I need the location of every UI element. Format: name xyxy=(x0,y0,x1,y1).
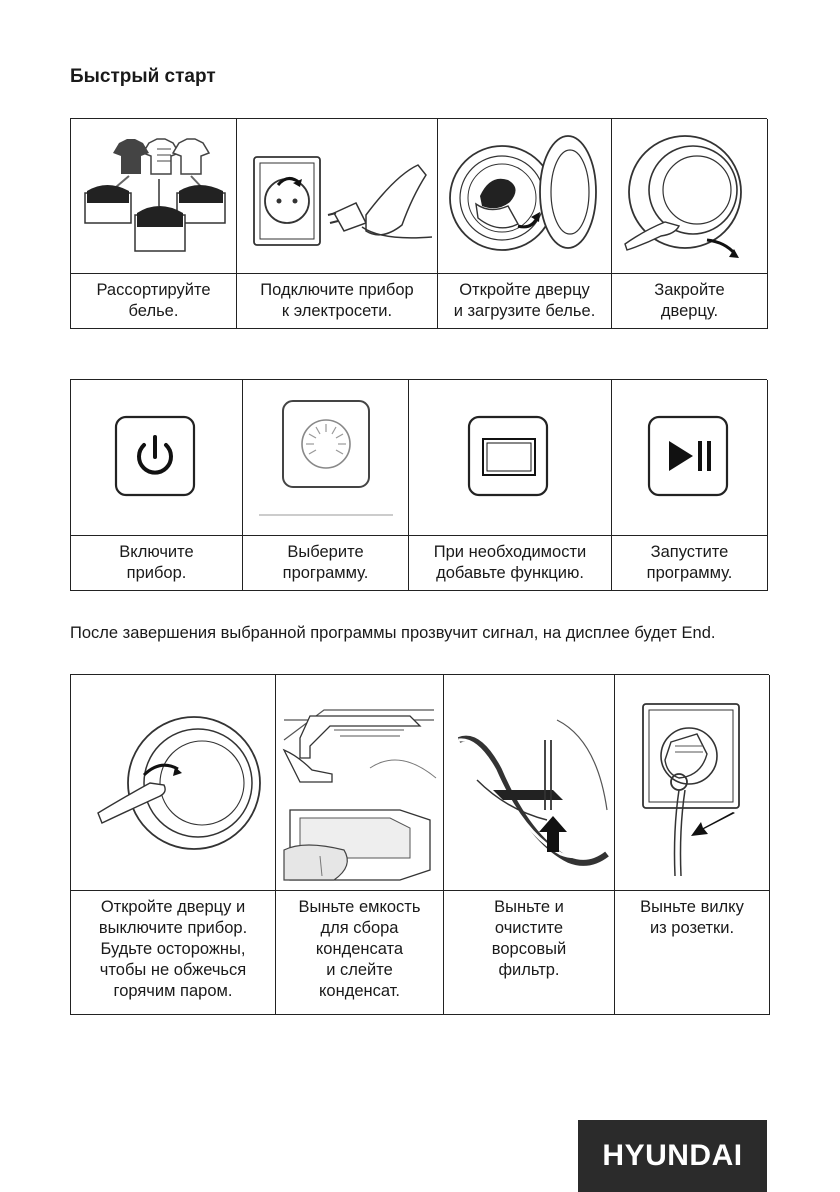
close-door-icon xyxy=(612,119,768,274)
open-door-load-icon xyxy=(438,119,612,274)
caption-power-on: Включите прибор. xyxy=(119,543,194,582)
function-button-icon xyxy=(409,380,612,536)
quick-start-steps-1 xyxy=(70,118,767,329)
caption-unplug: Выньте вилку из розетки. xyxy=(640,898,744,937)
plug-in-icon xyxy=(237,119,438,274)
lint-filter-icon xyxy=(444,675,615,891)
caption-clean-lint-filter: Выньте и очистите ворсовый фильтр. xyxy=(491,898,567,979)
quick-start-steps-2 xyxy=(70,379,767,591)
completion-note: После завершения выбранной программы прозвучит сигнал, на дисплее будет End. xyxy=(70,624,716,642)
open-door-icon xyxy=(71,675,276,891)
water-tank-icon xyxy=(276,675,444,891)
caption-start-program: Запустите программу. xyxy=(646,543,733,582)
caption-select-program: Выберите программу. xyxy=(282,543,369,582)
caption-add-function: При необходимости добавьте функцию. xyxy=(433,543,587,582)
caption-close-door: Закройте дверцу. xyxy=(654,281,725,320)
unplug-icon xyxy=(615,675,770,891)
quick-start-steps-3 xyxy=(70,674,769,1015)
play-pause-button-icon xyxy=(612,380,768,536)
caption-sort-laundry: Рассортируйте белье. xyxy=(96,281,211,320)
brand-logo: HYUNDAI xyxy=(578,1120,767,1192)
caption-plug-in: Подключите прибор к электросети. xyxy=(260,281,414,320)
caption-empty-water-tank: Выньте емкость для сбора конденсата и слейте конденсат. xyxy=(298,898,421,1000)
power-button-icon xyxy=(71,380,243,536)
program-dial-icon xyxy=(243,380,409,536)
caption-open-door-load: Откройте дверцу и загрузите белье. xyxy=(453,281,596,320)
sort-laundry-icon xyxy=(71,119,237,274)
caption-open-door-turn-off: Откройте дверцу и выключите прибор. Будьте осторожны, чтобы не обжечься горячим паром. xyxy=(98,898,248,1000)
page-title: Быстрый старт xyxy=(70,66,216,87)
